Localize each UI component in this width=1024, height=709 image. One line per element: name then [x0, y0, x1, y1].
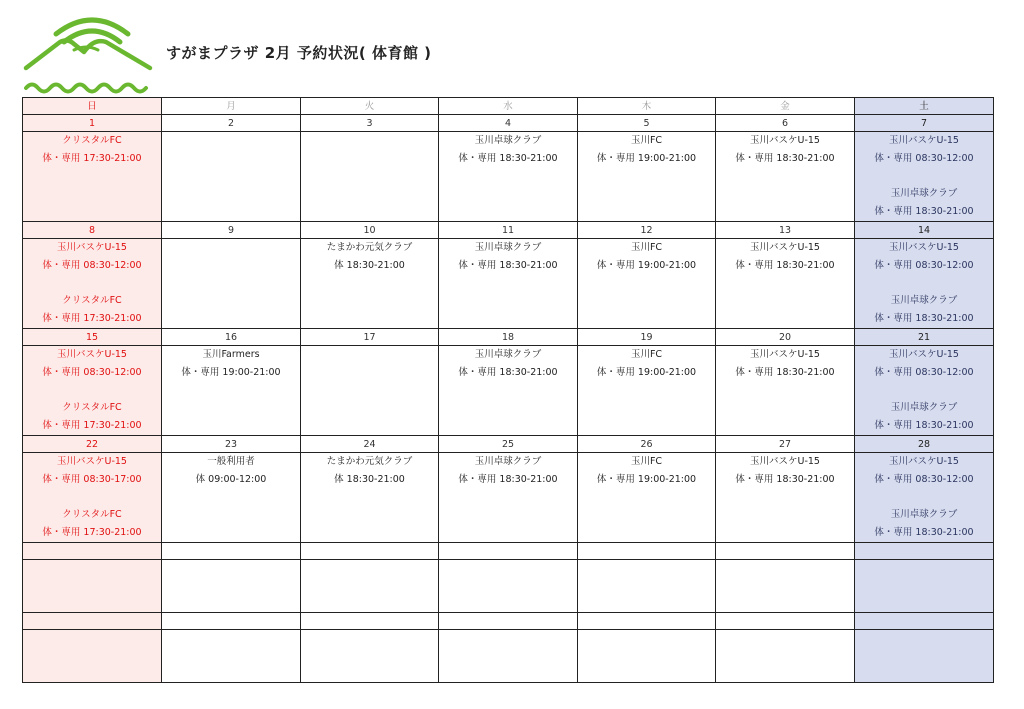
empty-cell	[162, 613, 301, 630]
day-cell[interactable]	[578, 346, 716, 436]
weekday-header: 月	[162, 98, 301, 115]
day-cell[interactable]	[301, 453, 439, 543]
reservation-time: 体・専用 18:30-21:00	[735, 259, 835, 271]
day-cell[interactable]	[23, 239, 162, 329]
date-number: 27	[716, 436, 855, 453]
reservation-time: 体・専用 17:30-21:00	[42, 526, 142, 538]
empty-cell	[855, 630, 994, 683]
reservation-group-name: 玉川FC	[630, 349, 663, 360]
reservation-group-name: 玉川バスケU-15	[750, 242, 820, 253]
reservation-group-name: 玉川卓球クラブ	[474, 135, 542, 146]
day-cell[interactable]	[162, 132, 301, 222]
reservation-group-name: 玉川FC	[630, 242, 663, 253]
empty-row	[23, 613, 994, 630]
date-number: 8	[23, 222, 162, 239]
reservation-time: 体・専用 19:00-21:00	[596, 366, 697, 378]
reservation-time: 体・専用 08:30-17:00	[42, 473, 142, 485]
empty-cell	[855, 560, 994, 613]
reservation-time: 体・専用 08:30-12:00	[42, 259, 142, 271]
empty-cell	[716, 560, 855, 613]
date-number: 5	[578, 115, 716, 132]
date-number: 12	[578, 222, 716, 239]
reservation-group-name: 玉川FC	[630, 456, 663, 467]
day-cell[interactable]	[855, 346, 994, 436]
day-cell[interactable]	[301, 132, 439, 222]
empty-cell	[716, 543, 855, 560]
reservation-time: 体 09:00-12:00	[195, 473, 267, 485]
day-cell[interactable]	[439, 346, 578, 436]
reservation-time: 体・専用 18:30-21:00	[735, 473, 835, 485]
reservation-time: 体・専用 18:30-21:00	[874, 205, 974, 217]
empty-cell	[439, 543, 578, 560]
reservation-group-name: 玉川卓球クラブ	[890, 188, 958, 200]
reservation-group-name: 玉川バスケU-15	[889, 242, 959, 253]
empty-cell	[716, 613, 855, 630]
day-cell[interactable]	[716, 346, 855, 436]
day-cell[interactable]	[162, 239, 301, 329]
reservation-time: 体・専用 18:30-21:00	[458, 366, 558, 378]
reservation-time: 体・専用 08:30-12:00	[874, 259, 974, 271]
date-number: 24	[301, 436, 439, 453]
empty-cell	[439, 613, 578, 630]
reservation-time: 体 18:30-21:00	[334, 473, 405, 485]
reservation-time	[23, 274, 161, 292]
date-number: 2	[162, 115, 301, 132]
empty-cell	[162, 560, 301, 613]
empty-cell	[439, 560, 578, 613]
day-cell[interactable]	[716, 132, 855, 222]
date-number: 1	[23, 115, 162, 132]
reservation-group-name: 玉川卓球クラブ	[890, 295, 958, 307]
empty-cell	[301, 613, 439, 630]
reservation-group-name: 玉川卓球クラブ	[474, 242, 542, 253]
empty-cell	[162, 630, 301, 683]
day-cell[interactable]	[716, 239, 855, 329]
empty-cell	[716, 630, 855, 683]
date-number: 25	[439, 436, 578, 453]
reservation-row	[23, 453, 994, 543]
reservation-row	[23, 239, 994, 329]
reservation-time: 体・専用 18:30-21:00	[874, 419, 974, 431]
date-number: 4	[439, 115, 578, 132]
reservation-time: 体・専用 08:30-12:00	[874, 473, 974, 485]
reservation-group-name: クリスタルFC	[62, 135, 122, 146]
reservation-group-name: クリスタルFC	[62, 295, 122, 307]
empty-cell	[301, 543, 439, 560]
date-row	[23, 329, 994, 346]
reservation-group-name: クリスタルFC	[62, 402, 122, 414]
page-title: すがまプラザ 2月 予約状況( 体育館 )	[166, 44, 432, 62]
date-number: 16	[162, 329, 301, 346]
date-number: 19	[578, 329, 716, 346]
empty-cell	[578, 630, 716, 683]
reservation-group-name: 玉川バスケU-15	[750, 135, 820, 146]
reservation-group-name: 玉川卓球クラブ	[890, 509, 958, 521]
reservation-time: 体・専用 08:30-12:00	[874, 366, 974, 378]
reservation-time: 体・専用 17:30-21:00	[42, 152, 142, 164]
weekday-header: 金	[716, 98, 855, 115]
empty-cell	[855, 613, 994, 630]
day-cell[interactable]	[162, 346, 301, 436]
day-cell[interactable]	[855, 132, 994, 222]
reservation-time: 体・専用 08:30-12:00	[874, 152, 974, 164]
empty-cell	[23, 613, 162, 630]
date-number: 13	[716, 222, 855, 239]
reservation-group-name: 玉川バスケU-15	[750, 456, 820, 467]
reservation-time: 体・専用 19:00-21:00	[596, 152, 697, 164]
reservation-time	[855, 167, 993, 185]
date-number: 3	[301, 115, 439, 132]
day-cell[interactable]	[855, 239, 994, 329]
reservation-group-name: 玉川バスケU-15	[889, 349, 959, 360]
reservation-group-name: クリスタルFC	[62, 509, 122, 521]
empty-cell	[578, 613, 716, 630]
day-cell[interactable]	[578, 239, 716, 329]
day-cell[interactable]	[23, 453, 162, 543]
reservation-calendar	[22, 97, 994, 683]
day-cell[interactable]	[301, 239, 439, 329]
empty-cell	[855, 543, 994, 560]
empty-row	[23, 630, 994, 683]
day-cell[interactable]	[162, 453, 301, 543]
weekday-header: 土	[855, 98, 994, 115]
day-cell[interactable]	[439, 132, 578, 222]
date-number: 11	[439, 222, 578, 239]
empty-cell	[23, 630, 162, 683]
day-cell[interactable]	[716, 453, 855, 543]
day-cell[interactable]	[23, 132, 162, 222]
day-cell[interactable]	[439, 239, 578, 329]
reservation-group-name: たまかわ元気クラブ	[326, 456, 413, 467]
reservation-time: 体・専用 18:30-21:00	[735, 152, 835, 164]
date-number: 22	[23, 436, 162, 453]
empty-cell	[301, 630, 439, 683]
reservation-group-name: 玉川バスケU-15	[57, 242, 127, 253]
day-cell[interactable]	[578, 132, 716, 222]
reservation-time: 体 18:30-21:00	[334, 259, 405, 271]
reservation-time: 体・専用 18:30-21:00	[735, 366, 835, 378]
mountain-logo-icon	[22, 8, 154, 94]
day-cell[interactable]	[439, 453, 578, 543]
empty-cell	[23, 543, 162, 560]
reservation-group-name: 玉川バスケU-15	[889, 135, 959, 146]
date-number: 15	[23, 329, 162, 346]
date-number: 26	[578, 436, 716, 453]
date-row	[23, 115, 994, 132]
empty-row	[23, 543, 994, 560]
reservation-time: 体・専用 17:30-21:00	[42, 419, 142, 431]
reservation-group-name: 玉川卓球クラブ	[890, 402, 958, 414]
reservation-group-name: 一般利用者	[207, 456, 255, 467]
day-cell[interactable]	[23, 346, 162, 436]
empty-cell	[578, 560, 716, 613]
reservation-time	[855, 381, 993, 399]
day-cell[interactable]	[301, 346, 439, 436]
empty-cell	[162, 543, 301, 560]
date-number: 6	[716, 115, 855, 132]
reservation-time: 体・専用 08:30-12:00	[42, 366, 142, 378]
reservation-row	[23, 346, 994, 436]
reservation-group-name: 玉川FC	[630, 135, 663, 146]
weekday-header-row	[23, 98, 994, 115]
date-number: 10	[301, 222, 439, 239]
day-cell[interactable]	[855, 453, 994, 543]
reservation-group-name: 玉川バスケU-15	[57, 349, 127, 360]
reservation-time: 体・専用 17:30-21:00	[42, 312, 142, 324]
reservation-group-name: 玉川バスケU-15	[57, 456, 127, 467]
date-number: 21	[855, 329, 994, 346]
date-number: 7	[855, 115, 994, 132]
reservation-group-name: 玉川卓球クラブ	[474, 456, 542, 467]
date-number: 20	[716, 329, 855, 346]
date-row	[23, 436, 994, 453]
weekday-header: 日	[23, 98, 162, 115]
reservation-time: 体・専用 18:30-21:00	[874, 526, 974, 538]
reservation-time: 体・専用 19:00-21:00	[596, 259, 697, 271]
date-row	[23, 222, 994, 239]
empty-row	[23, 560, 994, 613]
empty-cell	[578, 543, 716, 560]
date-number: 9	[162, 222, 301, 239]
empty-cell	[439, 630, 578, 683]
day-cell[interactable]	[578, 453, 716, 543]
date-number: 28	[855, 436, 994, 453]
reservation-time	[855, 274, 993, 292]
reservation-time: 体・専用 19:00-21:00	[596, 473, 697, 485]
reservation-group-name: 玉川卓球クラブ	[474, 349, 542, 360]
reservation-row	[23, 132, 994, 222]
reservation-time	[855, 488, 993, 506]
reservation-group-name: 玉川Farmers	[202, 349, 260, 360]
empty-cell	[23, 560, 162, 613]
reservation-group-name: 玉川バスケU-15	[750, 349, 820, 360]
reservation-group-name: 玉川バスケU-15	[889, 456, 959, 467]
weekday-header: 水	[439, 98, 578, 115]
reservation-group-name: たまかわ元気クラブ	[326, 242, 413, 253]
reservation-time	[23, 381, 161, 399]
weekday-header: 火	[301, 98, 439, 115]
date-number: 14	[855, 222, 994, 239]
weekday-header: 木	[578, 98, 716, 115]
reservation-time: 体・専用 18:30-21:00	[458, 259, 558, 271]
date-number: 23	[162, 436, 301, 453]
reservation-time: 体・専用 18:30-21:00	[458, 473, 558, 485]
reservation-time: 体・専用 18:30-21:00	[874, 312, 974, 324]
date-number: 18	[439, 329, 578, 346]
date-number: 17	[301, 329, 439, 346]
empty-cell	[301, 560, 439, 613]
reservation-time	[23, 488, 161, 506]
reservation-time: 体・専用 19:00-21:00	[181, 366, 281, 378]
reservation-time: 体・専用 18:30-21:00	[458, 152, 558, 164]
